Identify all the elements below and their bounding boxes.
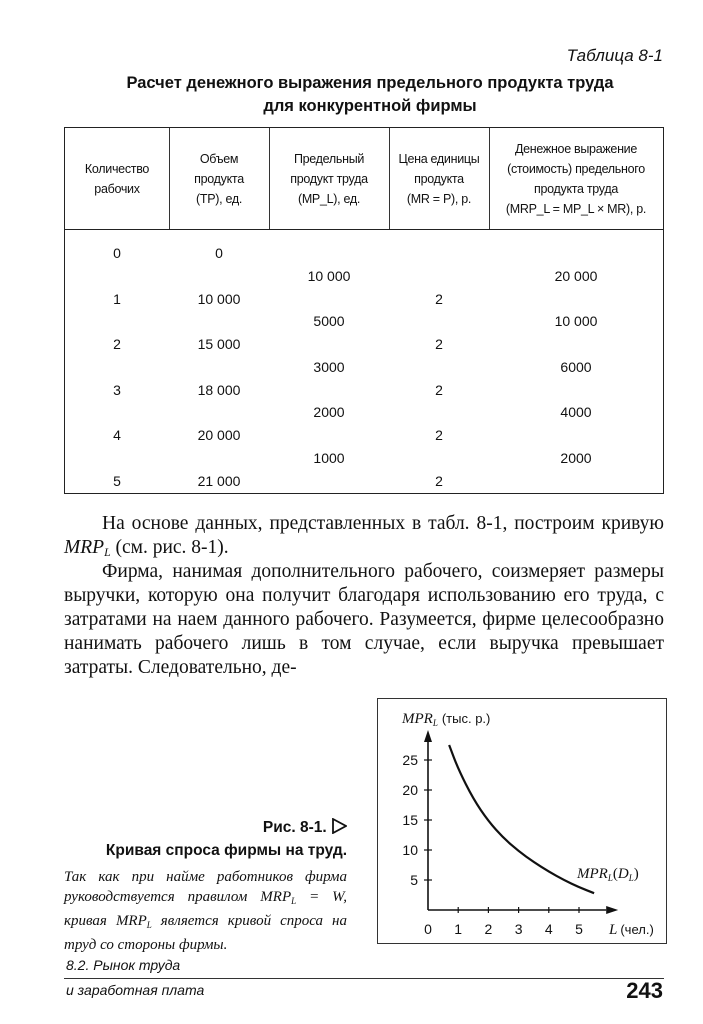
table-label: Таблица 8-1	[566, 46, 663, 65]
figure-number-text: Рис. 8-1.	[262, 819, 327, 836]
subscript: L	[146, 920, 152, 930]
triangle-pointer-icon	[331, 818, 347, 834]
caption-text: Так как при найме работников фирма руководствуется правилом	[64, 869, 347, 905]
demand-curve-line	[449, 745, 594, 893]
header-text: Денежное выражение	[514, 141, 638, 156]
symbol: MRP	[260, 889, 292, 905]
x-axis-label-symbol: L	[609, 922, 618, 938]
y-axis-label-subscript: L	[432, 718, 438, 728]
cell-workers: 4	[113, 427, 121, 443]
subscript: L	[291, 896, 297, 906]
header-text: продукта труда	[534, 181, 618, 196]
cell-mrp: 10 000	[554, 313, 598, 330]
header-mrp	[489, 128, 663, 229]
cell-price: 2	[435, 290, 443, 307]
header-text: продукта	[194, 171, 244, 186]
cell-mp: 2000	[313, 404, 345, 421]
cell-mp: 3000	[313, 358, 345, 375]
header-workers	[65, 128, 169, 229]
y-axis-label	[401, 711, 490, 728]
y-tick-label: 25	[402, 752, 418, 768]
cell-workers: 0	[113, 245, 121, 261]
footer-divider	[64, 978, 664, 979]
header-text: (MR = P), р.	[406, 191, 472, 206]
header-text: Объем	[199, 151, 239, 166]
footer-section-line-2: и заработная плата	[66, 982, 205, 998]
table-title-line-2: для конкурентной фирмы	[263, 97, 477, 115]
y-axis-label-symbol: MPR	[402, 711, 433, 727]
header-text: продукта	[414, 171, 464, 186]
x-axis-arrow-icon	[606, 906, 618, 914]
symbol: MRP	[115, 913, 147, 929]
table-header-row	[65, 128, 663, 230]
cell-workers: 1	[113, 290, 121, 307]
x-tick-label: 5	[575, 921, 583, 937]
x-tick-label: 2	[484, 921, 493, 937]
header-tp	[169, 128, 269, 229]
x-axis-label	[608, 922, 654, 938]
cell-mp: 5000	[313, 313, 345, 330]
cell-price: 2	[435, 336, 443, 352]
series-label-paren-open: (	[612, 866, 618, 882]
cell-mrp: 4000	[560, 404, 592, 421]
cell-workers: 2	[113, 336, 121, 352]
cell-workers: 3	[113, 381, 121, 398]
column-divider	[489, 128, 490, 229]
header-price	[389, 128, 489, 229]
paragraph-text: (см. рис. 8-1).	[110, 537, 229, 558]
paragraph-1	[64, 512, 664, 565]
cell-mrp: 6000	[560, 358, 592, 375]
table-title-line-1: Расчет денежного выражения предельного продукта труда	[126, 74, 614, 92]
cell-tp: 0	[215, 245, 223, 261]
subscript: L	[104, 546, 111, 559]
cell-tp: 21 000	[197, 472, 241, 489]
x-tick-label: 4	[544, 921, 553, 937]
y-tick-label: 5	[410, 872, 418, 888]
y-tick-label: 20	[402, 782, 418, 798]
demand-curve-chart	[377, 698, 667, 944]
header-text: продукт труда	[290, 171, 368, 186]
series-label	[576, 866, 639, 883]
cell-price: 2	[435, 472, 443, 489]
cell-mrp: 20 000	[554, 267, 598, 284]
figure-caption	[64, 867, 347, 955]
series-label-subscript: L	[607, 873, 613, 883]
header-text: (MP_L), ед.	[297, 191, 361, 206]
column-divider	[389, 128, 390, 229]
figure-title: Кривая спроса фирмы на труд.	[105, 842, 347, 859]
header-mp	[269, 128, 389, 229]
cell-price: 2	[435, 381, 443, 398]
header-text: Предельный	[293, 151, 365, 166]
x-tick-label: 1	[454, 921, 463, 937]
cell-tp: 20 000	[197, 427, 241, 443]
series-label-symbol: MPR	[577, 866, 608, 882]
column-divider	[169, 128, 170, 229]
y-tick-label: 15	[402, 812, 418, 828]
header-text: рабочих	[94, 181, 140, 196]
header-text: (MRP_L = MP_L × MR), р.	[505, 201, 647, 216]
data-table	[64, 127, 664, 494]
cell-tp: 10 000	[197, 290, 241, 307]
caption-text: является кривой спроса на труд со стороны фирмы.	[64, 913, 347, 953]
series-label-demand-subscript: L	[628, 873, 634, 883]
cell-workers: 5	[113, 472, 121, 489]
figure-number	[263, 818, 347, 837]
header-text: Цена единицы	[398, 151, 480, 166]
paragraph-2: Фирма, нанимая дополнительного рабочего, соизмеряет размеры выручки, которую она получит благодаря использованию его труда, с затратами на наем данного рабочего. Разумеется, фирме целесообразно нанимать рабочего лишь в том случае, если выручка превышает затраты. Следовательно, де-	[64, 561, 664, 678]
footer-section-line-1: 8.2. Рынок труда	[66, 957, 181, 973]
symbol: MRP	[64, 537, 105, 558]
caption-text: = W, кривая	[64, 889, 347, 929]
table-title	[60, 72, 680, 118]
header-text: (TP), ед.	[196, 191, 242, 206]
cell-mrp: 2000	[560, 449, 592, 466]
header-text: (стоимость) предельного	[507, 161, 645, 176]
cell-mp: 1000	[313, 449, 345, 466]
series-label-paren-close: )	[633, 866, 639, 882]
x-tick-label: 3	[514, 921, 523, 937]
paragraph-text: На основе данных, представленных в табл. 8-1, построим кривую	[102, 513, 664, 534]
cell-tp: 15 000	[197, 336, 241, 352]
cell-tp: 18 000	[197, 381, 241, 398]
cell-price: 2	[435, 427, 443, 443]
header-text: Количество	[84, 161, 150, 176]
x-axis-label-unit: (чел.)	[620, 922, 654, 937]
series-label-demand: D	[617, 866, 629, 882]
x-tick-label: 0	[424, 921, 432, 937]
cell-mp: 10 000	[307, 267, 351, 284]
column-divider	[269, 128, 270, 229]
y-axis-arrow-icon	[424, 730, 432, 742]
y-axis-label-unit: (тыс. р.)	[441, 711, 491, 726]
page-number: 243	[626, 978, 663, 1003]
y-tick-label: 10	[402, 842, 418, 858]
